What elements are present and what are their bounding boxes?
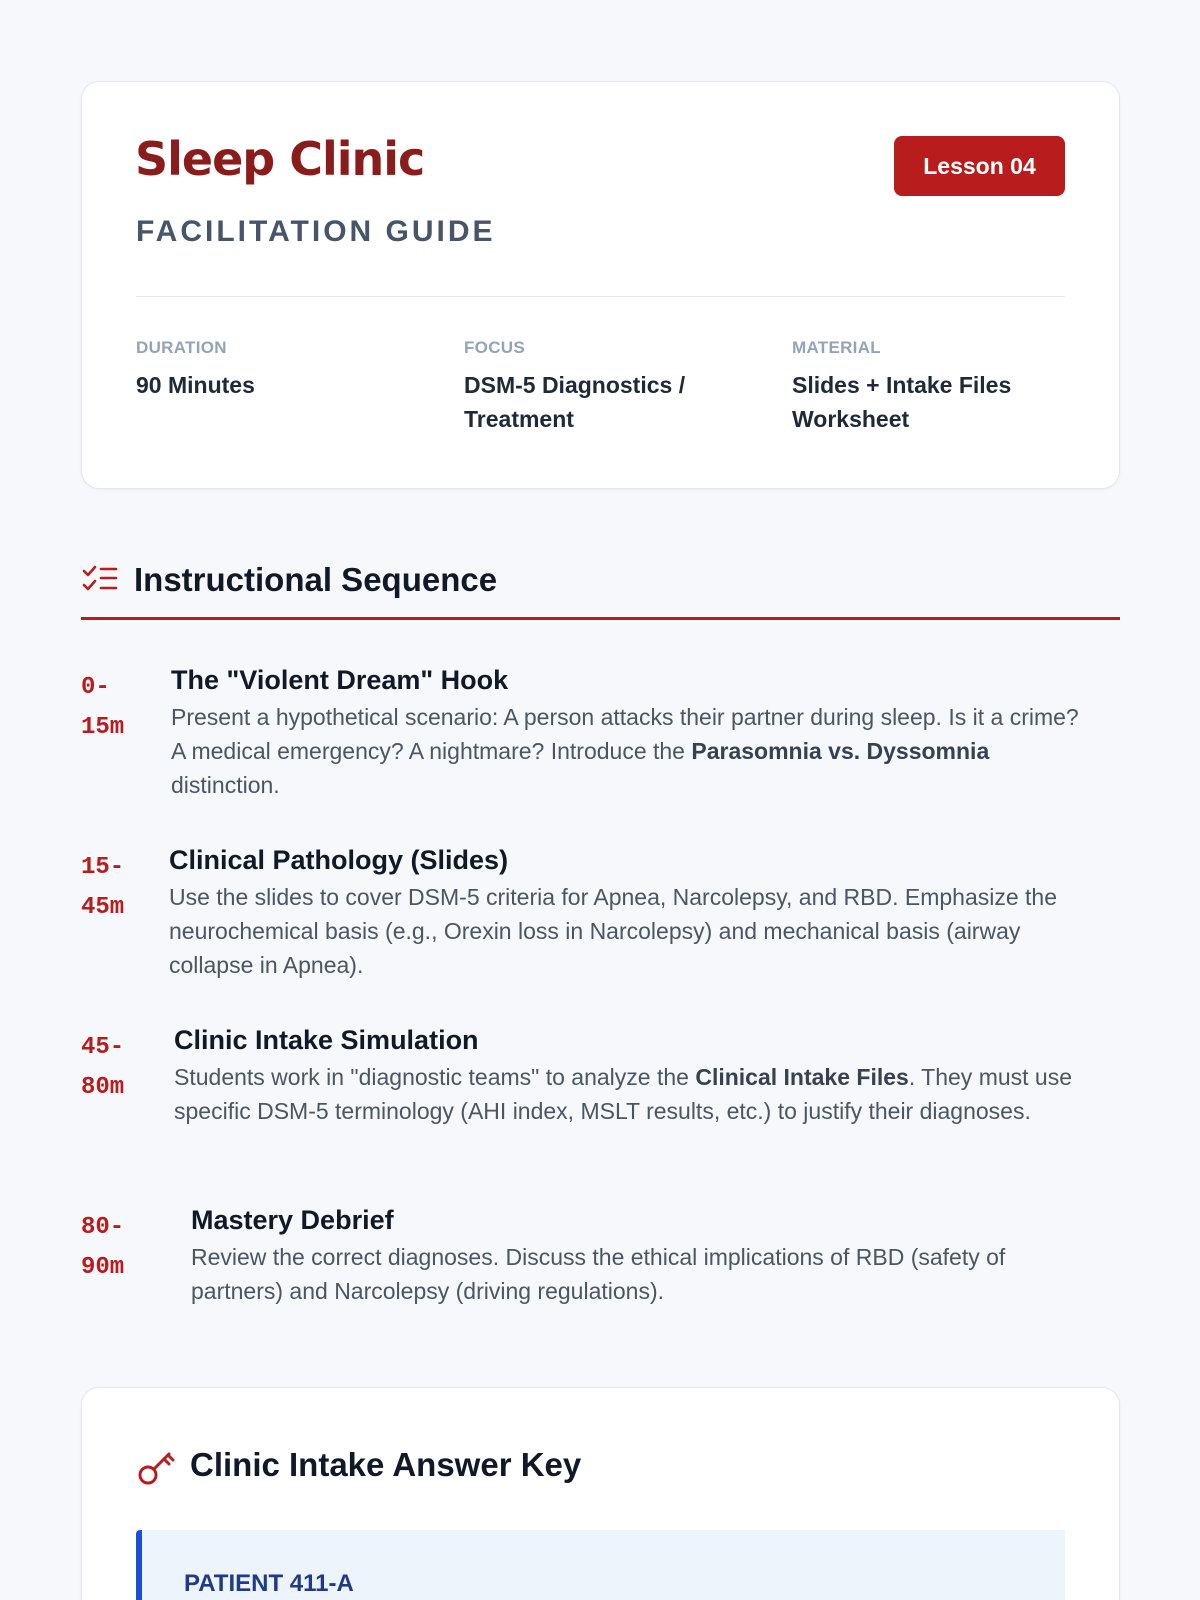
checklist-icon	[82, 564, 118, 594]
step-body	[174, 1024, 1090, 1128]
step-time-end: 90m	[81, 1254, 125, 1281]
step-body	[191, 1204, 1090, 1308]
meta-value: DSM-5 Diagnostics / Treatment	[464, 372, 686, 432]
step-time	[81, 1208, 161, 1288]
patient-box	[136, 1530, 1065, 1600]
header-divider	[136, 296, 1065, 297]
meta-material	[792, 338, 1042, 436]
patient-label: PATIENT 411-A	[184, 1570, 354, 1597]
answer-key-card	[81, 1387, 1120, 1600]
meta-focus	[464, 338, 714, 436]
desc-emphasis: Parasomnia vs. Dyssomnia	[691, 738, 990, 764]
answer-key-title: Clinic Intake Answer Key	[190, 1446, 582, 1483]
key-icon	[136, 1448, 176, 1488]
meta-label: FOCUS	[464, 338, 525, 357]
step-title: Mastery Debrief	[191, 1205, 394, 1235]
step-title: The "Violent Dream" Hook	[171, 665, 509, 695]
step-time-start: 0-	[81, 674, 110, 701]
step-time-end: 15m	[81, 714, 125, 741]
step-time	[81, 1028, 161, 1108]
step-body	[169, 844, 1090, 982]
step-time-end: 45m	[81, 894, 125, 921]
step-time-end: 80m	[81, 1074, 125, 1101]
lesson-badge: Lesson 04	[894, 136, 1065, 196]
step-description	[169, 880, 1090, 982]
meta-value: 90 Minutes	[136, 372, 255, 398]
header-card	[81, 81, 1120, 489]
step-title: Clinic Intake Simulation	[174, 1025, 479, 1055]
step-time	[81, 848, 161, 928]
desc-text: Present a hypothetical scenario: A person attacks their partner during sleep. Is it a crime? A medical emergency? A nightmare? Introduce the	[171, 704, 1079, 764]
step-body	[171, 664, 1090, 802]
meta-label: DURATION	[136, 338, 227, 357]
step-time	[81, 668, 161, 748]
page-subtitle: FACILITATION GUIDE	[136, 215, 496, 248]
step-time-start: 80-	[81, 1214, 125, 1241]
step-time-start: 45-	[81, 1034, 125, 1061]
desc-text: Students work in "diagnostic teams" to analyze the	[174, 1064, 696, 1090]
step-title: Clinical Pathology (Slides)	[169, 845, 509, 875]
meta-duration	[136, 338, 436, 402]
desc-text: Use the slides to cover DSM-5 criteria for Apnea, Narcolepsy, and RBD. Emphasize the neurochemical basis (e.g., Orexin loss in Narcolepsy) and mechanical basis (airway collapse in Apnea).	[169, 884, 1058, 978]
section-title: Instructional Sequence	[134, 561, 498, 598]
meta-value: Slides + Intake Files Worksheet	[792, 372, 1012, 432]
page-title: Sleep Clinic	[135, 132, 425, 186]
desc-text: Review the correct diagnoses. Discuss the ethical implications of RBD (safety of partners) and Narcolepsy (driving regulations).	[191, 1244, 1006, 1304]
step-description	[171, 700, 1090, 802]
desc-text: . They must use specific DSM-5 terminology (AHI index, MSLT results, etc.) to justify their diagnoses.	[174, 1064, 1073, 1124]
desc-text: distinction.	[171, 772, 280, 798]
step-description	[191, 1240, 1090, 1308]
instructional-sequence-heading	[81, 556, 1120, 620]
step-description	[174, 1060, 1090, 1128]
desc-emphasis: Clinical Intake Files	[695, 1064, 909, 1090]
step-time-start: 15-	[81, 854, 125, 881]
meta-label: MATERIAL	[792, 338, 881, 357]
